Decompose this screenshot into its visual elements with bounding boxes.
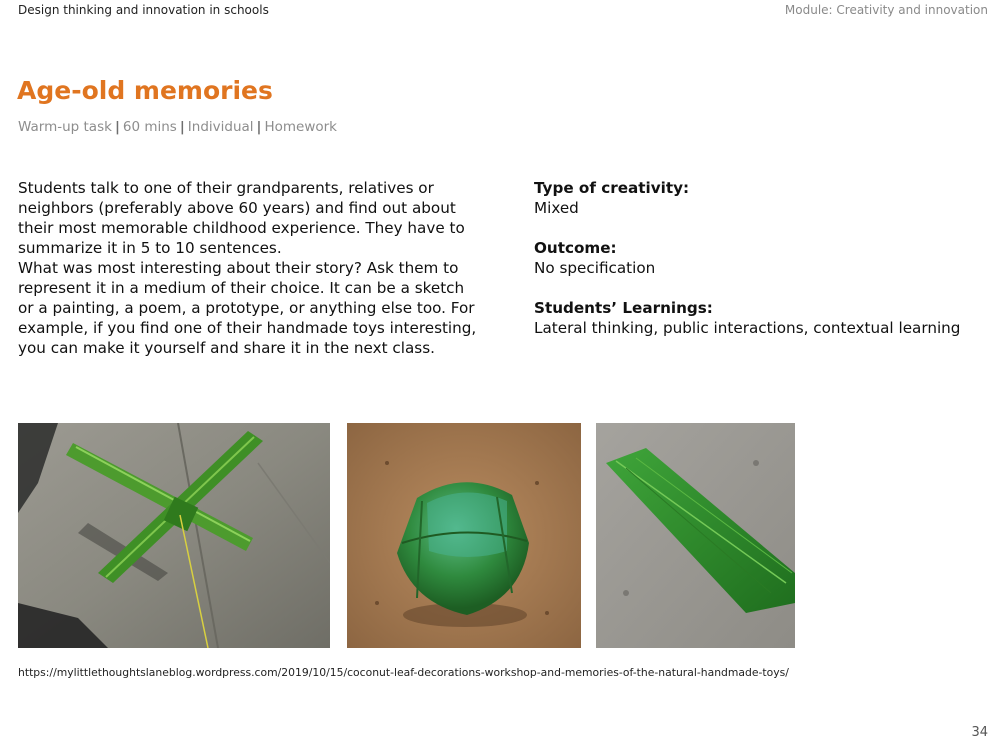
activity-details (534, 178, 984, 358)
detail-learnings (534, 298, 984, 338)
task-mode: Individual (187, 119, 254, 135)
detail-value: Lateral thinking, public interactions, contextual learning (534, 319, 961, 337)
detail-label: Type of creativity: (534, 179, 690, 197)
page-title: Age-old memories (17, 76, 273, 105)
detail-creativity-type (534, 178, 984, 218)
detail-label: Students’ Learnings: (534, 299, 713, 317)
task-duration: 60 mins (122, 119, 177, 135)
woven-leaf-ball-photo (347, 423, 581, 648)
image-source-link[interactable]: https://mylittlethoughtslaneblog.wordpress.com/2019/10/15/coconut-leaf-decorations-workshop-and-memories-of-the-natural-handmade-toys/ (18, 666, 789, 679)
meta-separator: | (179, 119, 185, 135)
course-title: Design thinking and innovation in schools (18, 3, 269, 17)
page-number: 34 (971, 725, 988, 740)
task-type: Warm-up task (18, 119, 112, 135)
leaf-pinwheel-photo (18, 423, 330, 648)
detail-outcome (534, 238, 984, 278)
activity-description (18, 178, 480, 358)
activity-meta (18, 119, 337, 135)
meta-separator: | (114, 119, 120, 135)
module-label: Module: Creativity and innovation (784, 3, 988, 17)
description-paragraph: What was most interesting about their story? Ask them to represent it in a medium of their choice. It can be a sketch or a painting, a poem, a prototype, or anything else too. For example, if you find one of their handmade toys interesting, you can make it yourself and share it in the next class. (18, 259, 477, 357)
task-setting: Homework (264, 119, 338, 135)
detail-value: No specification (534, 259, 656, 277)
detail-label: Outcome: (534, 239, 617, 257)
meta-separator: | (256, 119, 262, 135)
folded-leaf-strip-photo (596, 423, 795, 648)
detail-value: Mixed (534, 199, 579, 217)
description-paragraph: Students talk to one of their grandparents, relatives or neighbors (preferably above 60 years) and find out about their most memorable childhood experience. They have to summarize it in 5 to 10 sentences. (18, 179, 465, 257)
